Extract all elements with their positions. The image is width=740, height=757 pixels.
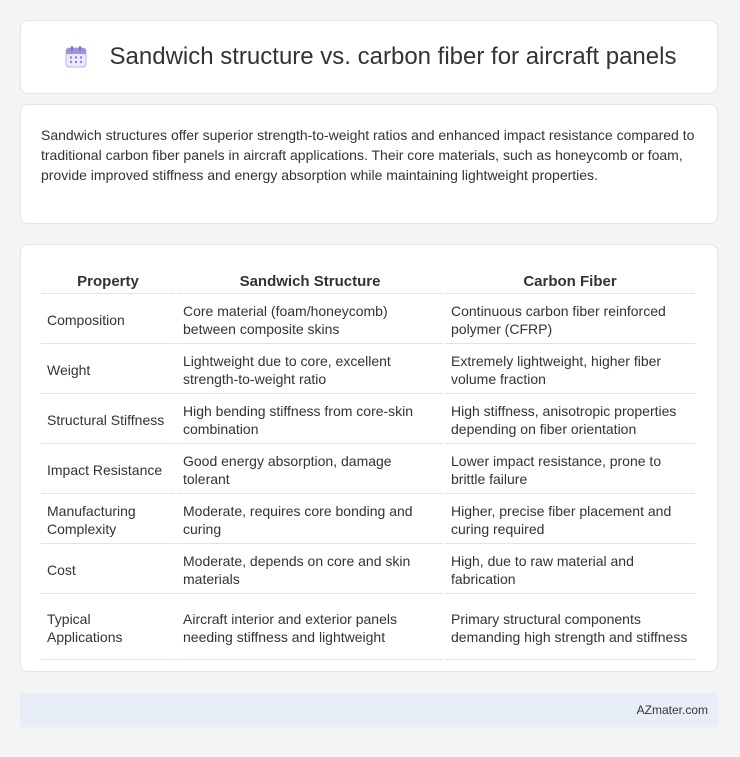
calendar-icon xyxy=(62,43,90,71)
footer-site-link[interactable]: AZmater.com xyxy=(636,703,708,717)
comparison-table xyxy=(39,265,697,662)
table-row xyxy=(41,346,695,394)
table-header-row xyxy=(41,267,695,294)
property-cell: Impact Resistance xyxy=(41,446,175,494)
table-row xyxy=(41,596,695,660)
property-cell: Structural Stiffness xyxy=(41,396,175,444)
sandwich-cell: Core material (foam/honeycomb) between composite skins xyxy=(177,296,443,344)
carbon-cell: High stiffness, anisotropic properties depending on fiber orientation xyxy=(445,396,695,444)
property-cell: Weight xyxy=(41,346,175,394)
comparison-card xyxy=(20,244,718,672)
property-cell: Typical Applications xyxy=(41,596,175,660)
table-row xyxy=(41,546,695,594)
sandwich-cell: Aircraft interior and exterior panels needing stiffness and lightweight xyxy=(177,596,443,660)
column-header-sandwich: Sandwich Structure xyxy=(177,267,443,294)
property-cell: Cost xyxy=(41,546,175,594)
column-header-carbon: Carbon Fiber xyxy=(445,267,695,294)
carbon-cell: Higher, precise fiber placement and curing required xyxy=(445,496,695,544)
intro-paragraph: Sandwich structures offer superior strength-to-weight ratios and enhanced impact resistance compared to traditional carbon fiber panels in aircraft applications. Their core materials, such as honeycomb or foam, provide improved stiffness and energy absorption while maintaining lightweight properties. xyxy=(41,127,695,183)
intro-card xyxy=(20,104,718,224)
sandwich-cell: Moderate, requires core bonding and curing xyxy=(177,496,443,544)
sandwich-cell: Good energy absorption, damage tolerant xyxy=(177,446,443,494)
table-row xyxy=(41,446,695,494)
carbon-cell: Lower impact resistance, prone to brittle failure xyxy=(445,446,695,494)
carbon-cell: High, due to raw material and fabrication xyxy=(445,546,695,594)
column-header-property: Property xyxy=(41,267,175,294)
property-cell: Composition xyxy=(41,296,175,344)
table-row xyxy=(41,396,695,444)
sandwich-cell: High bending stiffness from core-skin combination xyxy=(177,396,443,444)
carbon-cell: Extremely lightweight, higher fiber volume fraction xyxy=(445,346,695,394)
carbon-cell: Continuous carbon fiber reinforced polymer (CFRP) xyxy=(445,296,695,344)
footer-bar xyxy=(20,693,718,727)
table-row xyxy=(41,496,695,544)
table-row xyxy=(41,296,695,344)
property-cell: Manufacturing Complexity xyxy=(41,496,175,544)
sandwich-cell: Moderate, depends on core and skin materials xyxy=(177,546,443,594)
sandwich-cell: Lightweight due to core, excellent strength-to-weight ratio xyxy=(177,346,443,394)
carbon-cell: Primary structural components demanding high strength and stiffness xyxy=(445,596,695,660)
page-title: Sandwich structure vs. carbon fiber for aircraft panels xyxy=(109,43,677,70)
title-card xyxy=(20,20,718,94)
